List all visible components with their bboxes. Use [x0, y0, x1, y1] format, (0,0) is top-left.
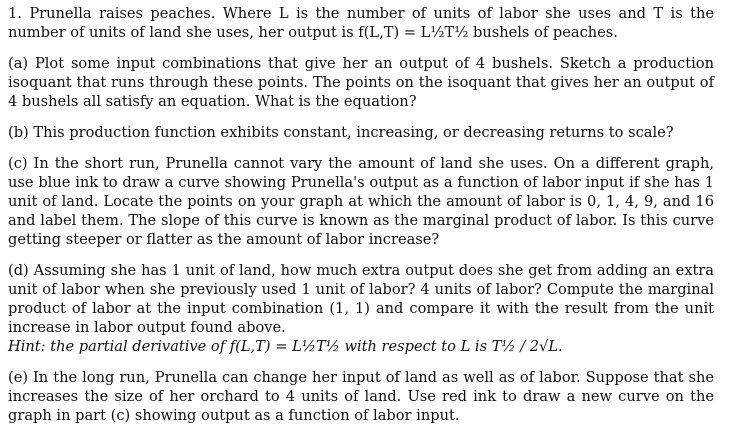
- question-b: (b) This production function exhibits constant, increasing, or decreasing returns to scale?: [8, 124, 674, 141]
- question-d-hint: Hint: the partial derivative of f(L,T) = L½T½ with respect to L is T½ / 2√L.: [8, 338, 563, 355]
- question-c: (c) In the short run, Prunella cannot vary the amount of land she uses. On a different graph, use blue ink to draw a curve showing Prunella's output as a function of labor input if she has 1 unit of land. Locate the points on your graph at which the amount of labor is 0, 1, 4, 9, and 16 and label them. The slope of this curve is known as the marginal product of labor. Is this curve getting steeper or flatter as the amount of labor increase?: [8, 155, 714, 248]
- question-e: (e) In the long run, Prunella can change her input of land as well as of labor. Suppose that she increases the size of her orchard to 4 units of land. Use red ink to draw a new curve on the graph in part (c) showing output as a function of labor input.: [8, 369, 714, 424]
- question-intro: 1. Prunella raises peaches. Where L is the number of units of labor she uses and T is the number of units of land she uses, her output is f(L,T) = L½T½ bushels of peaches.: [8, 5, 714, 41]
- question-d: (d) Assuming she has 1 unit of land, how much extra output does she get from adding an extra unit of labor when she previously used 1 unit of labor? 4 units of labor? Compute the marginal product of labor at the input combination (1, 1) and compare it with the result from the unit increase in labor output found above.: [8, 262, 714, 336]
- question-a: (a) Plot some input combinations that give her an output of 4 bushels. Sketch a production isoquant that runs through these points. The points on the isoquant that gives her an output of 4 bushels all satisfy an equation. What is the equation?: [8, 55, 714, 110]
- problem-sheet: [8, 4, 714, 437]
